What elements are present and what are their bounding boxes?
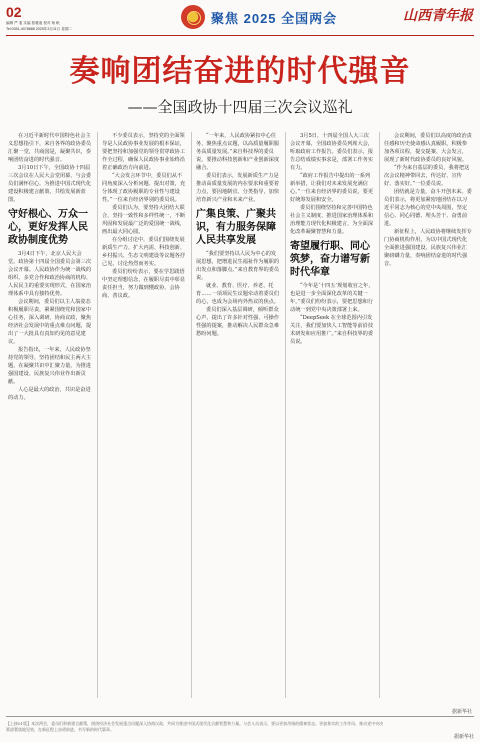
section-subheading: 守好根心、万众一心，更好发挥人民政协制度优势 — [8, 209, 88, 246]
column-divider — [379, 132, 380, 698]
paragraph: 委员们认为，要坚持大团结大联合，坚持一致性和多样性统一，不断巩固和发展最广泛的爱国统一战线，画出最大同心圆。 — [102, 205, 186, 235]
paragraph: “大会发言环节中，委员们从不同角度深入分析问题、提出对策，充分体现了政协履职的专业性与建设性。”一位来自经济界别的委员说。 — [102, 173, 186, 203]
paragraph: 委员们深入基层调研，倾听群众心声，提出了许多针对性强、可操作性强的提案，推动解决人民群众急难愁盼问题。 — [196, 307, 280, 337]
section-subheading: 寄望履行职、同心筑梦，奋力谱写新时代华章 — [290, 241, 370, 278]
paragraph: “今年是‘十四五’规划收官之年，也是进一步全面深化改革的关键一年。”委员们纷纷表示，要把思想和行动统一到党中央决策部署上来。 — [290, 283, 374, 313]
paragraph: 会议期间，委员们以主人翁姿态积极履职尽责，紧紧围绕党和国家中心任务，深入调研、协商议政，聚焦经济社会发展中的重点难点问题，提出了一大批具有真知灼见的意见建议。 — [8, 299, 92, 345]
section-subheading: 广集良策、广聚共识，有力服务保障人民共享发展 — [196, 209, 276, 246]
cppcc-emblem-icon — [181, 5, 205, 29]
paragraph: 报告指出，一年来，人民政协坚持党的领导，坚持团结和民主两大主题，在凝聚共识中汇聚力量，为推进强国建设、民族复兴伟业作出新贡献。 — [8, 347, 92, 385]
paragraph: “政府工作报告中提出的一系列新举措，让我们对未来发展充满信心。”一位来自经济界的委员说，要更好统筹发展和安全。 — [290, 173, 374, 203]
paragraph: 3月4日下午，北京人民大会堂。政协第十四届全国委员会第三次会议开幕。人民政协作为统一战线的组织、多党合作和政治协商的机构、人民民主的重要实现形式，在国家治理体系中具有独特优势。 — [8, 251, 92, 297]
paragraph: 会议期间，委员们以高度的政治责任感和历史使命感认真履职，积极参加各项议程，提交提案、大会发言，展现了新时代政协委员的良好风貌。 — [384, 133, 472, 163]
paragraph: 新征程上，人民政协将继续发挥专门协商机构作用，为以中国式现代化全面推进强国建设、民族复兴伟业汇聚磅礴力量，奏响团结奋进的时代强音。 — [384, 229, 472, 267]
continued-article-strip — [6, 716, 474, 739]
article-column-3 — [196, 132, 280, 707]
paper-logo-text: 山西青年报 — [403, 8, 473, 24]
headline: 奏响团结奋进的时代强音 — [69, 54, 411, 89]
paragraph: 3月5日，十四届全国人大三次会议开幕，全国政协委员列席大会，听取政府工作报告。委员们表示，报告总结成绩实事求是，部署工作务实有力。 — [290, 133, 374, 171]
subheadline: ——全国政协十四届三次会议巡礼 — [127, 98, 353, 116]
paragraph: 人心是最大的政治，共识是奋进的动力。 — [8, 387, 91, 401]
paragraph: 在分组讨论中，委员们围绕发展新质生产力、扩大内需、科技创新、乡村振兴、生态文明建设等议题各抒己见，讨论热烈而务实。 — [102, 237, 186, 267]
paragraph: 3月10日下午，全国政协十四届三次会议在人民大会堂闭幕，与会委员们满怀信心，为推进中国式现代化建设积极建言献策，共绘发展新蓝图。 — [8, 165, 92, 203]
paragraph: 委员们表示，发展新质生产力是推动高质量发展的内在要求和重要着力点，要因地制宜、分类指导，加快培育新兴产业和未来产业。 — [196, 173, 280, 203]
column-divider — [191, 132, 192, 698]
paragraph: 在习近平新时代中国特色社会主义思想指引下，来自各界的政协委员汇聚一堂，共商国是，凝聚共识，奏响团结奋进的时代强音。 — [8, 133, 92, 163]
masthead — [6, 4, 474, 34]
article-byline: 据新华社 — [451, 709, 472, 715]
section-title: 聚焦 2025 全国两会 — [211, 11, 338, 26]
article-column-4 — [290, 132, 374, 707]
continued-article-text: 【上接01版】本次两会，委员们积极建言献策，围绕经济社会发展重点问题深入协商议政，共同为推进中国式现代化贡献智慧和力量。与会人员表示，要以更加昂扬的精神状态、更加务实的工作作风，推动党中央决策部署落地见效，在新征程上奋勇前进，书写新的时代篇章。 — [6, 721, 384, 732]
article-column-1 — [8, 132, 92, 707]
editor-credits: 编辑 严 斐 实编 曾雅迪 校对 杨 帆 — [6, 21, 60, 25]
paragraph: “我们要坚持以人民为中心的发展思想，把增进民生福祉作为履职的出发点和落脚点。”来自教育界的委员说。 — [196, 251, 280, 281]
page-number: 02 — [6, 4, 22, 20]
column-divider — [285, 132, 286, 698]
masthead-rule — [6, 35, 474, 36]
paragraph: “DeepSeek 在全球范围内引发关注，我们要加快人工智能等前沿技术研发和应用推广。”来自科技界的委员说。 — [290, 315, 374, 345]
paragraph: 团结就是力量，奋斗开创未来。委员们表示，将更加紧密地团结在以习近平同志为核心的党中央周围，坚定信心、同心同德、埋头苦干、奋勇前进。 — [384, 189, 472, 227]
article-column-5 — [384, 132, 472, 707]
paragraph: “一年来，人民政协紧扣中心任务，聚焦重点议题，以高质量履职服务高质量发展。”来自科技界的委员说，要推动科技创新和产业创新深度融合。 — [196, 133, 280, 171]
paragraph: 就业、教育、医疗、养老、托育……一项项民生议题牵动着委员们的心，也成为会场内外热议的焦点。 — [196, 283, 280, 305]
paragraph: 不少委员表示，坚持党的全面领导是人民政协事业发展的根本保证，要把坚持和加强党的领导贯穿政协工作全过程，确保人民政协事业始终沿着正确政治方向前进。 — [102, 133, 186, 171]
paragraph: 委员们纷纷表示，要在学思践悟中坚定理想信念，在履职尽责中彰显责任担当，努力做到懂政协、会协商、善议政。 — [102, 269, 186, 299]
paragraph: 委员们围绕坚持和完善中国特色社会主义制度、推进国家治理体系和治理能力现代化积极建言，为全面深化改革凝聚智慧和力量。 — [290, 205, 374, 235]
paragraph: “作为来自基层的委员，我将把这次会议精神带回去，传达好、宣传好、落实好。”一位委员说。 — [384, 165, 470, 187]
paper-logo — [394, 4, 474, 26]
continued-article-byline: 据新华社 — [453, 734, 474, 740]
column-divider — [97, 132, 98, 698]
article-column-2 — [102, 132, 186, 707]
issue-date-line: Tel:0351-4078888 2025年3月11日 星期二 — [6, 27, 73, 31]
